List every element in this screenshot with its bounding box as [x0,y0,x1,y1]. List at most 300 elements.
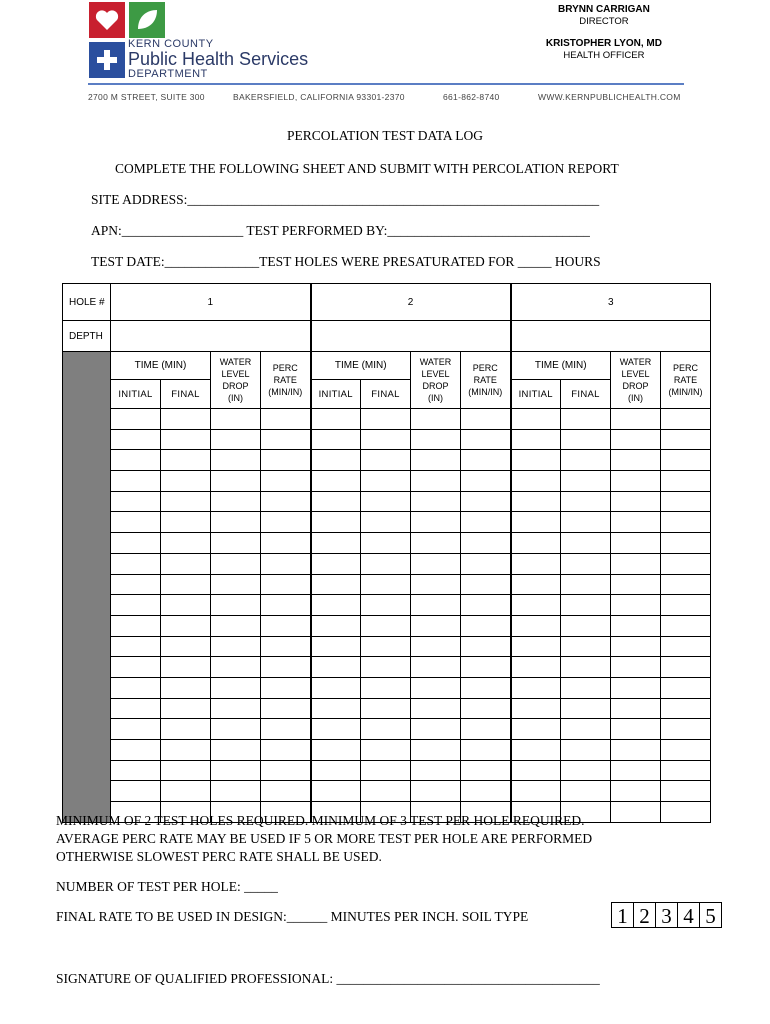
data-entry-cell[interactable] [561,533,611,554]
perc-header-line: PERC [672,363,698,373]
data-entry-cell[interactable] [411,450,461,471]
form-instruction: COMPLETE THE FOLLOWING SHEET AND SUBMIT WITH PERCOLATION REPORT [115,161,619,176]
data-entry-cell[interactable] [561,429,611,450]
data-entry-cell[interactable] [311,429,361,450]
data-entry-cell[interactable] [411,781,461,802]
data-entry-cell[interactable] [211,657,261,678]
data-entry-cell[interactable] [461,698,511,719]
data-entry-cell[interactable] [511,636,561,657]
data-entry-cell[interactable] [211,677,261,698]
data-entry-cell[interactable] [111,512,161,533]
data-entry-cell[interactable] [461,574,511,595]
table-row [63,429,711,450]
data-entry-cell[interactable] [561,574,611,595]
data-entry-cell[interactable] [261,595,311,616]
table-row [63,450,711,471]
perc-rate-header [661,352,711,409]
data-entry-cell[interactable] [511,719,561,740]
data-entry-cell[interactable] [611,409,661,430]
data-entry-cell[interactable] [611,615,661,636]
data-entry-cell[interactable] [261,409,311,430]
gray-side-column [63,352,111,823]
data-entry-cell[interactable] [611,740,661,761]
data-entry-cell[interactable] [161,657,211,678]
data-entry-cell[interactable] [111,450,161,471]
officials-block [546,4,662,72]
data-entry-cell[interactable] [111,409,161,430]
soil-type-option[interactable]: 5 [699,902,722,928]
data-entry-cell[interactable] [311,636,361,657]
data-entry-cell[interactable] [161,636,211,657]
data-entry-cell[interactable] [511,533,561,554]
data-entry-cell[interactable] [661,781,711,802]
data-entry-cell[interactable] [561,698,611,719]
data-entry-cell[interactable] [561,595,611,616]
data-entry-cell[interactable] [311,781,361,802]
data-entry-cell[interactable] [611,781,661,802]
data-entry-cell[interactable] [361,760,411,781]
data-entry-cell[interactable] [161,760,211,781]
data-entry-cell[interactable] [561,677,611,698]
data-entry-cell[interactable] [111,553,161,574]
data-entry-cell[interactable] [561,781,611,802]
data-entry-cell[interactable] [311,533,361,554]
data-entry-cell[interactable] [411,595,461,616]
data-entry-cell[interactable] [461,740,511,761]
data-entry-cell[interactable] [311,760,361,781]
data-entry-cell[interactable] [161,533,211,554]
soil-type-option[interactable]: 3 [655,902,678,928]
data-entry-cell[interactable] [211,574,261,595]
data-entry-cell[interactable] [311,719,361,740]
data-entry-cell[interactable] [111,491,161,512]
health-officer-name: KRISTOPHER LYON, MD [545,38,662,49]
data-entry-cell[interactable] [561,450,611,471]
data-entry-cell[interactable] [111,471,161,492]
data-entry-cell[interactable] [411,512,461,533]
data-entry-cell[interactable] [161,471,211,492]
water-header-line: DROP [622,381,649,391]
data-entry-cell[interactable] [361,409,411,430]
data-entry-cell[interactable] [261,574,311,595]
data-entry-cell[interactable] [161,740,211,761]
hole-2-header: 2 [311,284,511,321]
data-entry-cell[interactable] [261,450,311,471]
soil-type-selector [612,902,722,928]
data-entry-cell[interactable] [661,512,711,533]
data-entry-cell[interactable] [661,698,711,719]
data-entry-cell[interactable] [211,719,261,740]
data-entry-cell[interactable] [411,471,461,492]
data-entry-cell[interactable] [261,781,311,802]
data-entry-cell[interactable] [411,574,461,595]
data-entry-cell[interactable] [361,533,411,554]
data-entry-cell[interactable] [461,429,511,450]
data-entry-cell[interactable] [511,471,561,492]
data-entry-cell[interactable] [561,512,611,533]
data-entry-cell[interactable] [511,409,561,430]
data-entry-cell[interactable] [661,595,711,616]
data-entry-cell[interactable] [461,450,511,471]
data-entry-cell[interactable] [411,615,461,636]
data-entry-cell[interactable] [311,615,361,636]
data-entry-cell[interactable] [411,429,461,450]
data-entry-cell[interactable] [511,450,561,471]
data-entry-cell[interactable] [411,760,461,781]
note-line-3: OTHERWISE SLOWEST PERC RATE SHALL BE USED. [56,849,382,864]
data-entry-cell[interactable] [211,512,261,533]
water-header-line: DROP [222,381,249,391]
data-entry-cell[interactable] [661,429,711,450]
data-entry-cell[interactable] [311,698,361,719]
soil-type-option[interactable]: 4 [677,902,700,928]
data-entry-cell[interactable] [211,450,261,471]
data-entry-cell[interactable] [111,740,161,761]
hole-2-depth-cell[interactable] [311,321,511,352]
data-entry-cell[interactable] [211,429,261,450]
data-entry-cell[interactable] [361,553,411,574]
data-entry-cell[interactable] [361,574,411,595]
data-entry-cell[interactable] [661,553,711,574]
data-entry-cell[interactable] [561,471,611,492]
data-entry-cell[interactable] [261,636,311,657]
table-row [63,471,711,492]
table-row [63,740,711,761]
medical-logo-tile [89,42,125,78]
table-row [63,409,711,430]
initial-time-header: INITIAL [511,380,561,409]
table-row [63,553,711,574]
data-entry-cell[interactable] [261,512,311,533]
data-entry-cell[interactable] [511,781,561,802]
data-entry-cell[interactable] [461,553,511,574]
data-entry-cell[interactable] [561,615,611,636]
data-entry-cell[interactable] [511,615,561,636]
data-entry-cell[interactable] [311,574,361,595]
data-entry-cell[interactable] [461,512,511,533]
data-entry-cell[interactable] [211,698,261,719]
data-entry-cell[interactable] [111,595,161,616]
data-entry-cell[interactable] [461,719,511,740]
data-entry-cell[interactable] [661,677,711,698]
data-entry-cell[interactable] [111,719,161,740]
data-entry-cell[interactable] [161,429,211,450]
test-date-field[interactable]: TEST DATE:______________TEST HOLES WERE PRESATURATED FOR _____ HOURS [91,254,601,269]
data-entry-cell[interactable] [111,429,161,450]
data-entry-cell[interactable] [211,636,261,657]
data-entry-cell[interactable] [661,450,711,471]
table-row [63,677,711,698]
data-entry-cell[interactable] [111,760,161,781]
data-entry-cell[interactable] [461,615,511,636]
data-entry-cell[interactable] [411,698,461,719]
organization-name [128,38,308,80]
data-entry-cell[interactable] [261,698,311,719]
data-entry-cell[interactable] [511,657,561,678]
table-row [63,491,711,512]
data-entry-cell[interactable] [211,781,261,802]
data-entry-cell[interactable] [111,698,161,719]
hole-3-depth-cell[interactable] [511,321,711,352]
data-entry-cell[interactable] [261,615,311,636]
data-entry-cell[interactable] [211,740,261,761]
data-entry-cell[interactable] [311,471,361,492]
table-row [63,657,711,678]
data-entry-cell[interactable] [361,471,411,492]
data-entry-cell[interactable] [611,698,661,719]
data-entry-cell[interactable] [511,595,561,616]
data-entry-cell[interactable] [211,533,261,554]
data-entry-cell[interactable] [661,657,711,678]
data-entry-cell[interactable] [661,760,711,781]
data-entry-cell[interactable] [211,553,261,574]
depth-label: DEPTH [63,321,111,352]
site-address-field[interactable]: SITE ADDRESS:_____________________________________________________________ [91,192,600,207]
data-entry-cell[interactable] [611,719,661,740]
data-entry-cell[interactable] [111,657,161,678]
data-entry-cell[interactable] [661,740,711,761]
data-entry-cell[interactable] [461,409,511,430]
data-entry-cell[interactable] [611,491,661,512]
data-entry-cell[interactable] [411,409,461,430]
data-entry-cell[interactable] [161,595,211,616]
data-entry-cell[interactable] [611,657,661,678]
data-entry-cell[interactable] [261,491,311,512]
data-entry-cell[interactable] [611,429,661,450]
data-entry-cell[interactable] [511,512,561,533]
hole-1-depth-cell[interactable] [111,321,311,352]
data-entry-cell[interactable] [611,471,661,492]
table-row [63,574,711,595]
data-entry-cell[interactable] [611,450,661,471]
data-entry-cell[interactable] [611,636,661,657]
data-entry-cell[interactable] [461,657,511,678]
data-entry-cell[interactable] [111,533,161,554]
data-entry-cell[interactable] [661,615,711,636]
data-entry-cell[interactable] [161,512,211,533]
data-entry-cell[interactable] [661,802,711,823]
data-entry-cell[interactable] [111,781,161,802]
data-entry-cell[interactable] [411,533,461,554]
data-entry-cell[interactable] [561,409,611,430]
data-entry-cell[interactable] [361,781,411,802]
data-entry-cell[interactable] [561,740,611,761]
data-entry-cell[interactable] [461,636,511,657]
final-time-header: FINAL [561,380,611,409]
data-entry-cell[interactable] [611,533,661,554]
data-entry-cell[interactable] [611,553,661,574]
data-entry-cell[interactable] [661,471,711,492]
signature-field[interactable]: SIGNATURE OF QUALIFIED PROFESSIONAL: _______________________________________ [56,971,600,986]
data-entry-cell[interactable] [311,450,361,471]
data-entry-cell[interactable] [461,677,511,698]
time-min-header: TIME (MIN) [511,352,611,380]
data-entry-cell[interactable] [261,471,311,492]
perc-rate-header [461,352,511,409]
data-entry-cell[interactable] [661,409,711,430]
time-min-header: TIME (MIN) [311,352,411,380]
data-entry-cell[interactable] [361,429,411,450]
data-entry-cell[interactable] [311,553,361,574]
data-entry-cell[interactable] [661,491,711,512]
time-min-header: TIME (MIN) [111,352,211,380]
data-entry-cell[interactable] [511,491,561,512]
data-entry-cell[interactable] [411,491,461,512]
tests-per-hole-field[interactable]: NUMBER OF TEST PER HOLE: _____ [56,879,278,894]
data-entry-cell[interactable] [611,574,661,595]
phone-number: 661-862-8740 [443,92,500,102]
data-entry-cell[interactable] [411,553,461,574]
hole-3-header: 3 [511,284,711,321]
data-entry-cell[interactable] [361,512,411,533]
data-entry-cell[interactable] [161,615,211,636]
data-entry-cell[interactable] [661,533,711,554]
data-entry-cell[interactable] [411,677,461,698]
data-entry-cell[interactable] [211,409,261,430]
data-entry-cell[interactable] [511,740,561,761]
perc-header-line: PERC [272,363,298,373]
soil-type-option[interactable]: 1 [611,902,634,928]
water-header-line: LEVEL [221,369,250,379]
data-entry-cell[interactable] [411,719,461,740]
data-entry-cell[interactable] [261,533,311,554]
perc-header-line: (MIN/IN) [468,387,503,397]
data-entry-cell[interactable] [361,450,411,471]
final-time-header: FINAL [161,380,211,409]
data-entry-cell[interactable] [261,429,311,450]
water-header-line: WATER [419,357,452,367]
data-entry-cell[interactable] [611,595,661,616]
data-entry-cell[interactable] [211,615,261,636]
data-entry-cell[interactable] [611,760,661,781]
data-entry-cell[interactable] [511,760,561,781]
percolation-table [62,283,711,823]
data-entry-cell[interactable] [261,719,311,740]
data-entry-cell[interactable] [561,491,611,512]
data-entry-cell[interactable] [611,512,661,533]
data-entry-cell[interactable] [161,781,211,802]
data-entry-cell[interactable] [561,657,611,678]
data-entry-cell[interactable] [311,512,361,533]
data-entry-cell[interactable] [511,553,561,574]
data-entry-cell[interactable] [211,471,261,492]
perc-header-line: (MIN/IN) [268,387,303,397]
initial-time-header: INITIAL [311,380,361,409]
data-entry-cell[interactable] [361,491,411,512]
data-entry-cell[interactable] [411,740,461,761]
data-entry-cell[interactable] [411,657,461,678]
data-entry-cell[interactable] [311,409,361,430]
data-entry-cell[interactable] [361,719,411,740]
water-header-line: (IN) [628,393,643,403]
water-header-line: LEVEL [421,369,450,379]
data-entry-cell[interactable] [361,740,411,761]
data-entry-cell[interactable] [411,636,461,657]
water-header-line: (IN) [228,393,243,403]
data-entry-cell[interactable] [361,595,411,616]
perc-rate-header [261,352,311,409]
water-header-line: (IN) [428,393,443,403]
soil-type-option[interactable]: 2 [633,902,656,928]
data-entry-cell[interactable] [261,740,311,761]
data-entry-cell[interactable] [461,491,511,512]
final-rate-field[interactable]: FINAL RATE TO BE USED IN DESIGN:______ MINUTES PER INCH. SOIL TYPE [56,909,529,924]
data-entry-cell[interactable] [211,491,261,512]
perc-header-line: RATE [273,375,297,385]
table-row [63,698,711,719]
data-entry-cell[interactable] [661,574,711,595]
data-entry-cell[interactable] [311,677,361,698]
data-entry-cell[interactable] [561,553,611,574]
data-entry-cell[interactable] [311,657,361,678]
data-entry-cell[interactable] [111,574,161,595]
data-entry-cell[interactable] [511,698,561,719]
data-entry-cell[interactable] [461,595,511,616]
form-title: PERCOLATION TEST DATA LOG [286,128,484,143]
street-address: 2700 M STREET, SUITE 300 [88,92,205,102]
data-entry-cell[interactable] [261,657,311,678]
data-entry-cell[interactable] [161,409,211,430]
data-entry-cell[interactable] [361,698,411,719]
table-row [63,636,711,657]
apn-tester-field[interactable]: APN:__________________ TEST PERFORMED BY:______________________________ [91,223,590,238]
data-entry-cell[interactable] [511,677,561,698]
data-entry-cell[interactable] [211,595,261,616]
website-link[interactable]: WWW.KERNPUBLICHEALTH.COM [538,92,681,102]
data-entry-cell[interactable] [311,491,361,512]
data-entry-cell[interactable] [611,802,661,823]
org-line-department: DEPARTMENT [128,68,208,80]
data-entry-cell[interactable] [161,450,211,471]
data-entry-cell[interactable] [461,533,511,554]
data-entry-cell[interactable] [261,760,311,781]
data-entry-cell[interactable] [161,553,211,574]
data-entry-cell[interactable] [561,719,611,740]
data-entry-cell[interactable] [261,677,311,698]
data-entry-cell[interactable] [611,677,661,698]
water-level-drop-header [411,352,461,409]
data-entry-cell[interactable] [111,677,161,698]
data-entry-cell[interactable] [111,615,161,636]
data-entry-cell[interactable] [161,719,211,740]
data-entry-cell[interactable] [361,677,411,698]
data-entry-cell[interactable] [461,471,511,492]
data-entry-cell[interactable] [161,677,211,698]
data-entry-cell[interactable] [361,615,411,636]
data-entry-cell[interactable] [561,760,611,781]
data-entry-cell[interactable] [511,574,561,595]
data-entry-cell[interactable] [511,429,561,450]
data-entry-cell[interactable] [361,657,411,678]
data-entry-cell[interactable] [261,553,311,574]
data-entry-cell[interactable] [311,595,361,616]
data-entry-cell[interactable] [661,719,711,740]
director-title: DIRECTOR [579,16,629,27]
data-entry-cell[interactable] [161,698,211,719]
data-entry-cell[interactable] [461,781,511,802]
data-entry-cell[interactable] [161,574,211,595]
data-entry-cell[interactable] [211,760,261,781]
data-entry-cell[interactable] [561,636,611,657]
note-line-1: MINIMUM OF 2 TEST HOLES REQUIRED. MINIMUM OF 3 TEST PER HOLE REQUIRED. [56,813,585,828]
data-entry-cell[interactable] [361,636,411,657]
data-entry-cell[interactable] [311,740,361,761]
data-entry-cell[interactable] [161,491,211,512]
data-entry-cell[interactable] [111,636,161,657]
water-level-drop-header [611,352,661,409]
data-entry-cell[interactable] [461,760,511,781]
data-entry-cell[interactable] [661,636,711,657]
